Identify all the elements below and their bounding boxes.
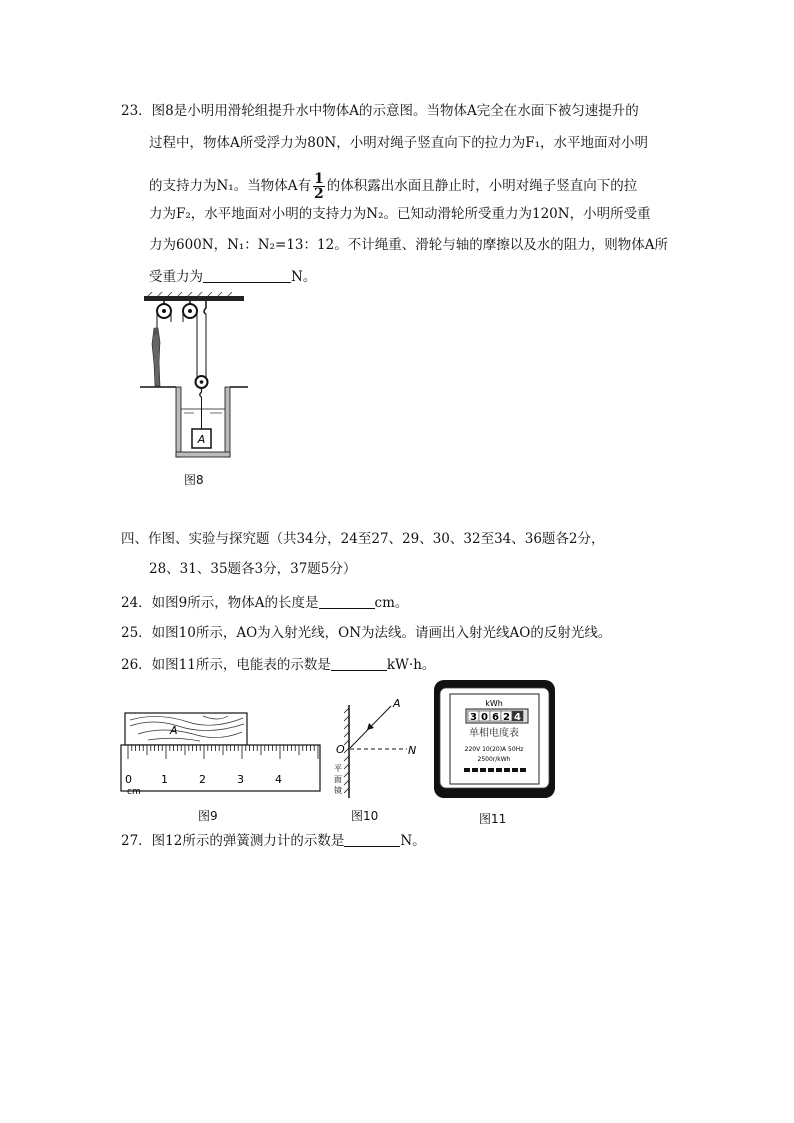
q26-text-a: 26．如图11所示，电能表的示数是 [121,657,331,673]
meter-spec-2: 2500r/kWh [477,756,511,763]
q24-text-b: cm。 [374,595,409,611]
q27-text-b: N。 [400,833,426,849]
wooden-block-a [125,713,247,745]
ruler-label-2: 2 [199,773,206,786]
meter-digit-1: 3 [470,712,477,723]
meter-digit-3: 6 [492,712,499,723]
meter-unit: kWh [485,699,503,708]
figure-11-caption: 图11 [479,812,507,826]
section-4-heading-line-2: 28、31、35题各3分，37题5分） [149,561,357,577]
figure-8-pulley-diagram [140,292,250,462]
q27 [121,834,426,849]
section-4-heading-line-1: 四、作图、实验与探究题（共34分，24至27、29、30、32至34、36题各2分， [121,531,605,547]
pit-wall-left [176,387,181,457]
fraction-denominator: 2 [313,186,324,202]
q23-line-2: 过程中，物体A所受浮力为80N，小明对绳子竖直向下的拉力为F₁，水平地面对小明 [149,135,649,151]
q23-line-6a: 受重力为 [149,269,203,285]
figure-9-caption: 图9 [198,809,218,823]
ceiling-hook [204,301,206,314]
q23-line-4: 力为F₂，水平地面对小明的支持力为N₂。已知动滑轮所受重力为120N，小明所受重 [149,206,651,222]
answer-blank-26[interactable] [331,658,387,671]
figure-8-caption: 图8 [184,473,204,487]
q23-line-3b: 的体积露出水面且静止时，小明对绳子竖直向下的拉 [326,178,638,194]
q23-line-3a: 的支持力为N₁。当物体A有 [149,178,311,194]
ruler [121,745,320,791]
ruler-unit: cm [127,787,141,797]
q23-line-6 [149,270,316,285]
object-a-label: A [197,433,206,446]
answer-blank-27[interactable] [344,834,400,847]
label-o: O [336,743,345,756]
q25: 25．如图10所示，AO为入射光线，ON为法线。请画出入射光线AO的反射光线。 [121,625,612,641]
q23-line-1: 23．图8是小明用滑轮组提升水中物体A的示意图。当物体A完全在水面下被匀速提升的 [121,103,639,119]
meter-spec-1: 220V 10(20)A 50Hz [464,746,524,753]
meter-digit-4: 2 [503,712,510,723]
q23-line-3 [149,172,637,201]
fraction-one-half [313,172,325,201]
ceiling-beam [144,296,244,301]
answer-blank-24[interactable] [319,596,375,609]
meter-digit-decimal: 4 [514,712,521,723]
figure-11-energy-meter [432,678,557,802]
q27-text-a: 27．图12所示的弹簧测力计的示数是 [121,833,345,849]
pit-floor [176,452,230,457]
figure-9-ruler-diagram [118,710,323,800]
ruler-label-3: 3 [237,773,244,786]
ruler-label-1: 1 [161,773,168,786]
ruler-label-4: 4 [275,773,282,786]
ceiling-hatch [148,292,232,296]
figure-10-mirror-diagram [325,690,425,805]
q24-text-a: 24．如图9所示，物体A的长度是 [121,595,319,611]
q26 [121,658,435,673]
label-n: N [408,744,417,757]
mirror-label-1: 平 [334,764,342,773]
figure-10-caption: 图10 [351,809,379,823]
q26-text-b: kW·h。 [386,657,436,673]
q23-line-5: 力为600N，N₁：N₂=13：12。不计绳重、滑轮与轴的摩擦以及水的阻力，则物体A所 [149,237,668,253]
fraction-numerator: 1 [313,171,324,187]
meter-title: 单相电度表 [469,728,519,739]
mirror-label-2: 面 [334,775,342,784]
meter-digit-2: 0 [481,712,488,723]
ruler-label-0: 0 [125,773,132,786]
label-a: A [393,697,401,710]
object-a-label: A [170,724,178,737]
person-xiaoming [152,328,160,386]
mirror-label-3: 镜 [334,786,342,795]
answer-blank-23[interactable] [203,270,291,283]
pit-wall-right [225,387,230,457]
q23-line-6b: N。 [291,269,317,285]
q24 [121,596,408,611]
